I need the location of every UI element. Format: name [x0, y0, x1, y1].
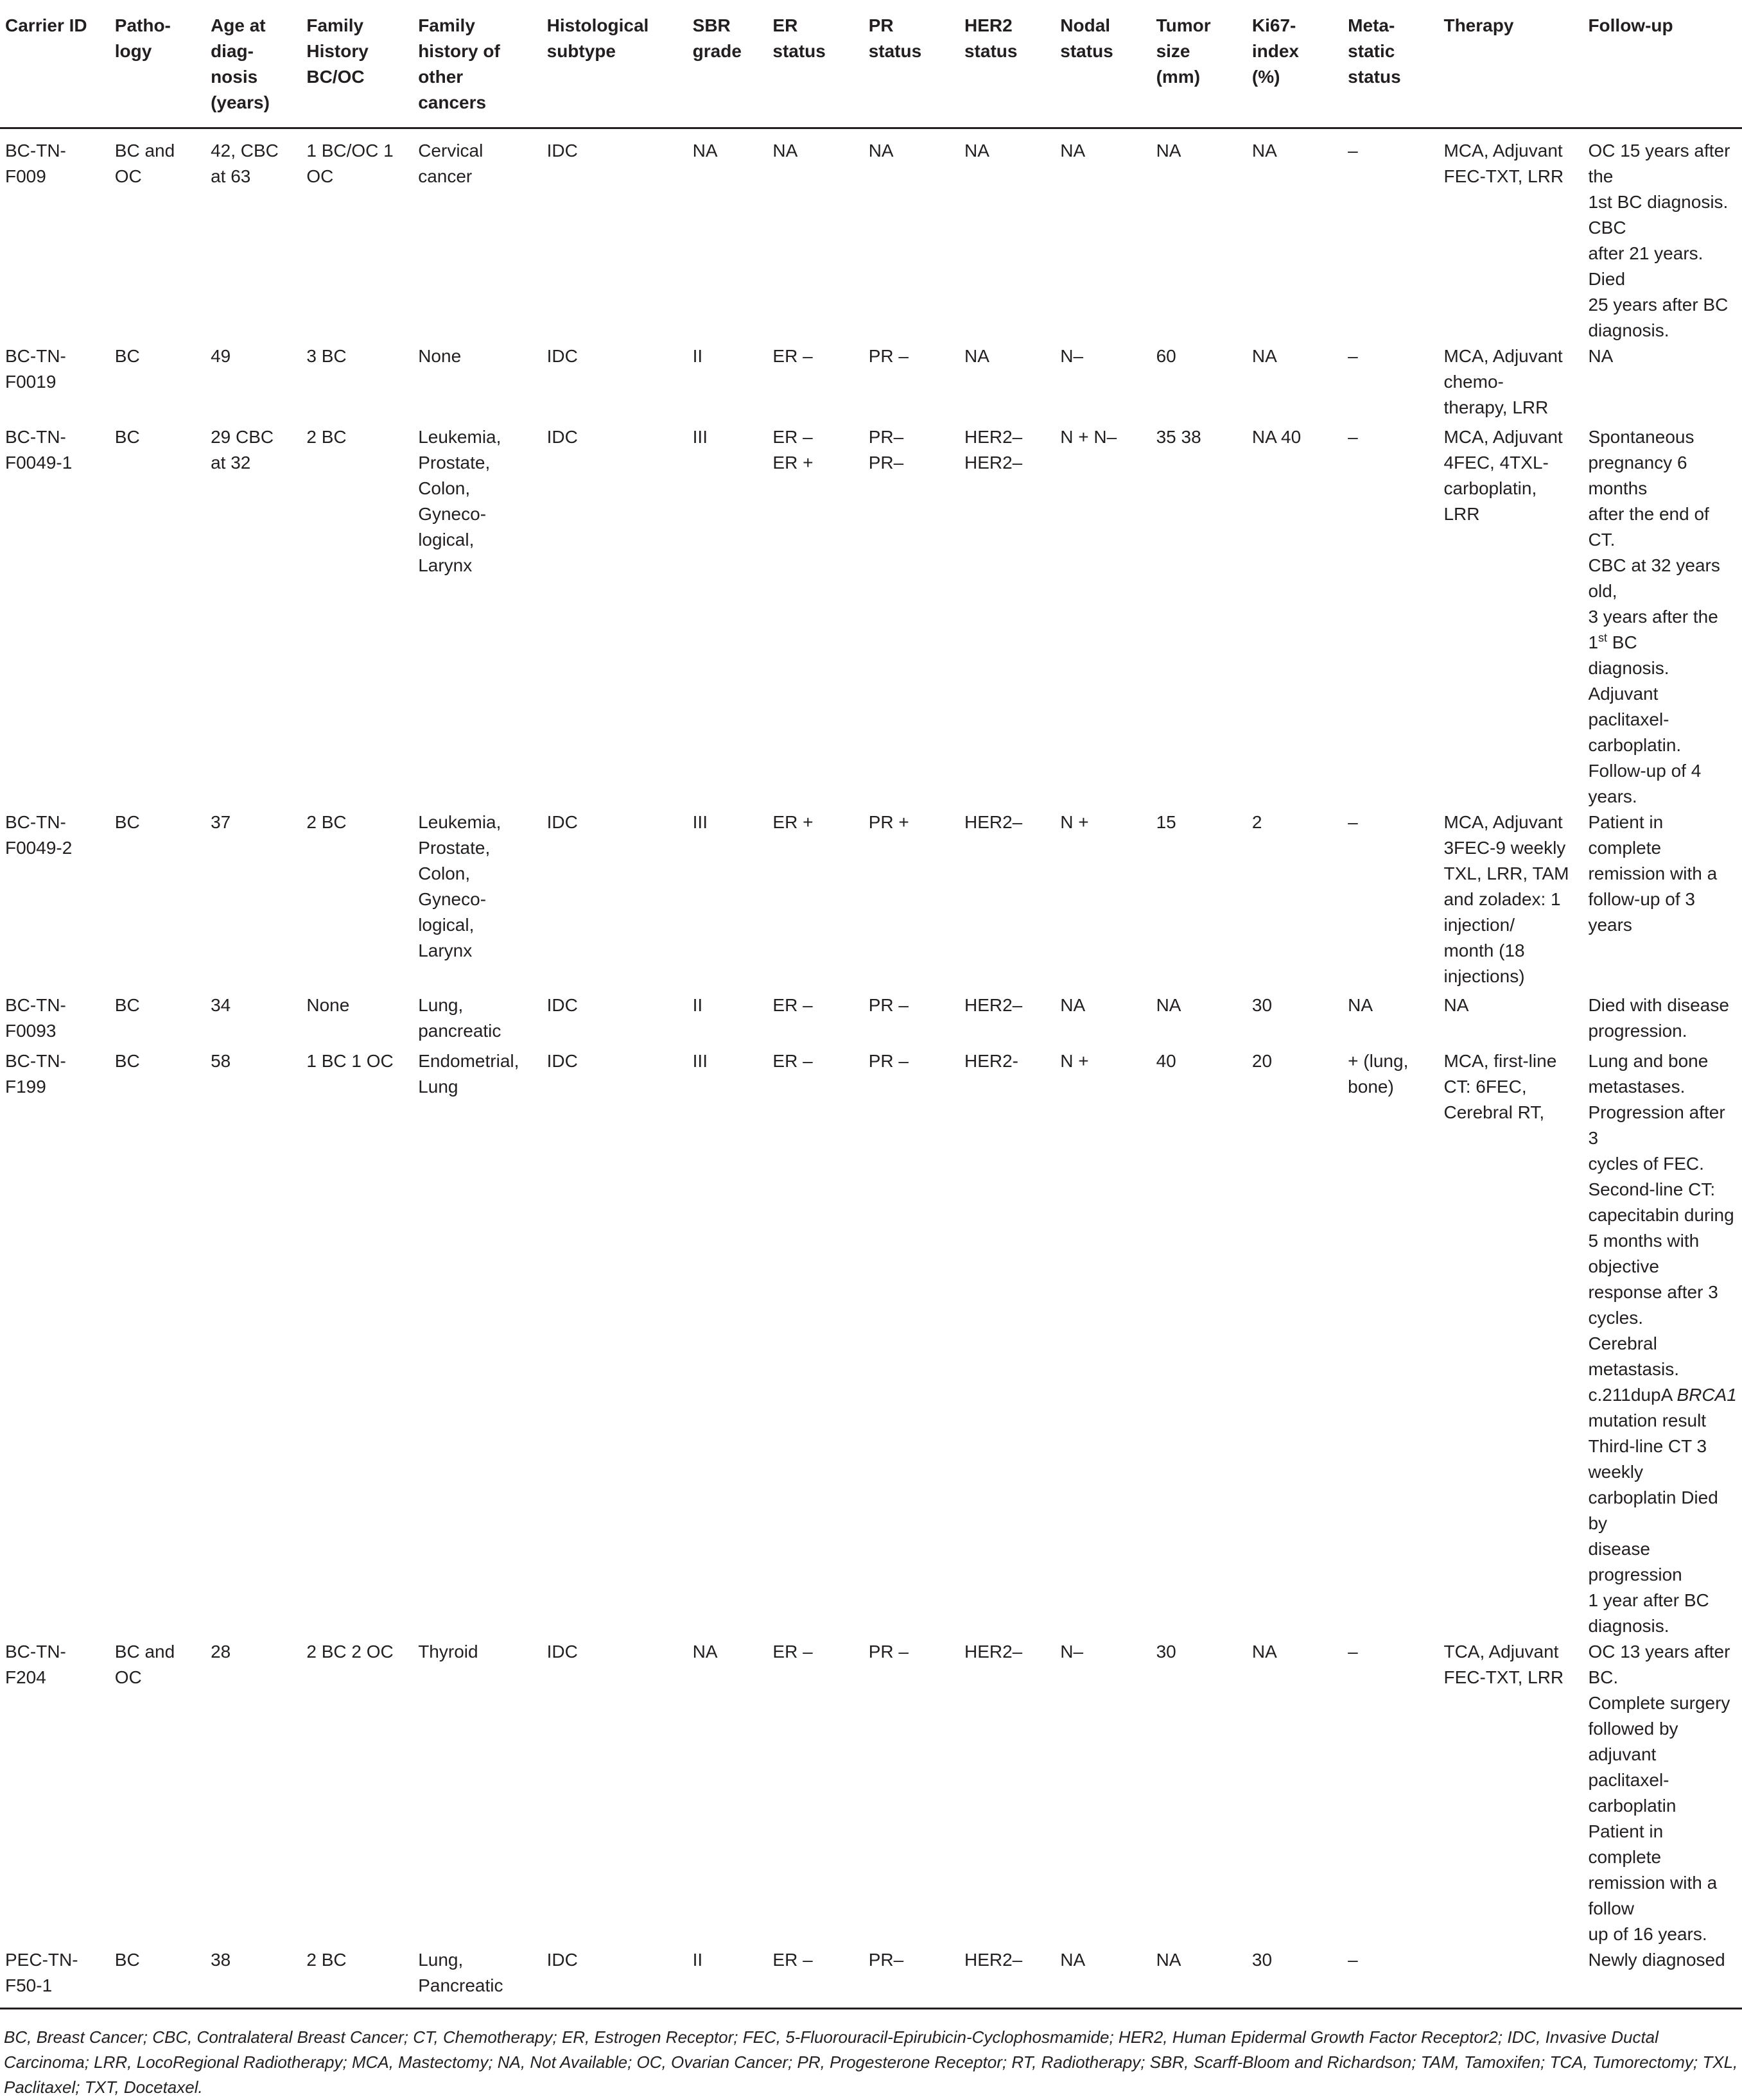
col-header-family-bc-oc: Family History BC/OC — [301, 12, 413, 128]
cell-metastatic: + (lung, bone) — [1348, 1051, 1409, 1097]
cell-family-bc-oc: 2 BC — [306, 812, 347, 832]
cell-family-other: Lung, Pancreatic — [413, 1947, 541, 2009]
cell-pr: PR – — [868, 995, 909, 1015]
cell-her2: HER2– — [959, 1947, 1055, 2009]
cell-pr: PR – — [868, 1051, 909, 1071]
table-footnote: BC, Breast Cancer; CBC, Contralateral Breast Cancer; CT, Chemotherapy; ER, Estrogen Receptor; FEC, 5-Fluorouracil-Epirubicin-Cyclophosmamide; HER2, Human Epidermal Growth Factor Receptor2; IDC, Invasive Ductal Carcinoma; LRR, LocoRegional Radiotherapy; MCA, Mastectomy; NA, Not Available; OC, Ovarian Cancer; PR, Progesterone Receptor; RT, Radiotherapy; SBR, Scarff-Bloom and Richardson; TAM, Tamoxifen; TCA, Tumorectomy; TXL, Paclitaxel; TXT, Docetaxel. — [4, 2027, 1738, 2097]
cell-nodal: NA — [1060, 995, 1086, 1015]
cell-sbr: III — [692, 427, 708, 447]
cell-pathology: BC — [114, 427, 140, 447]
cell-sbr: NA — [692, 1642, 718, 1662]
clinical-data-table — [0, 12, 1742, 2009]
cell-followup — [1583, 1048, 1742, 1639]
cell-ki67: NA — [1251, 1642, 1277, 1662]
cell-metastatic: – — [1348, 812, 1358, 832]
cell-tumor-size: 15 — [1156, 812, 1176, 832]
cell-carrier-id: BC-TN- F0049-1 — [5, 427, 73, 473]
cell-carrier-id: BC-TN- F0049-2 — [5, 812, 73, 858]
cell-family-bc-oc: 1 BC 1 OC — [306, 1051, 394, 1071]
cell-family-other: Thyroid — [418, 1642, 478, 1662]
cell-followup: OC 13 years after BC. Complete surgery followed by adjuvant paclitaxel-carboplatin Patient in complete remission with a follow up of 16 years. — [1588, 1642, 1730, 1944]
cell-tumor-size: 60 — [1156, 346, 1176, 366]
cell-histology: IDC — [546, 995, 578, 1015]
cell-followup — [1583, 424, 1742, 810]
col-header-followup: Follow-up — [1583, 12, 1742, 128]
cell-age: 37 — [211, 812, 231, 832]
cell-er: ER – — [772, 1051, 813, 1071]
cell-histology: IDC — [546, 1051, 578, 1071]
cell-er: ER – — [772, 1642, 813, 1662]
cell-pr: PR – — [868, 1642, 909, 1662]
cell-sbr: II — [692, 346, 703, 366]
cell-pathology: BC — [114, 346, 140, 366]
cell-nodal: NA — [1055, 1947, 1151, 2009]
col-header-pr: PR status — [864, 12, 959, 128]
cell-pathology: BC — [114, 1051, 140, 1071]
col-header-nodal: Nodal status — [1055, 12, 1151, 128]
cell-sbr: II — [688, 1947, 768, 2009]
cell-therapy: MCA, Adjuvant 3FEC-9 weekly TXL, LRR, TAM and zoladex: 1 injection/ month (18 injections) — [1443, 812, 1569, 986]
cell-pathology: BC and OC — [114, 141, 175, 186]
cell-her2: HER2– — [964, 812, 1023, 832]
cell-sbr: III — [692, 1051, 708, 1071]
col-header-family-other: Family history of other cancers — [413, 12, 541, 128]
cell-nodal: N– — [1060, 346, 1084, 366]
cell-carrier-id: PEC-TN- F50-1 — [0, 1947, 110, 2009]
cell-age: 38 — [205, 1947, 301, 2009]
cell-family-bc-oc: None — [306, 995, 350, 1015]
cell-ki67: NA — [1251, 346, 1277, 366]
cell-followup: NA — [1588, 346, 1614, 366]
cell-metastatic: – — [1348, 1642, 1358, 1662]
cell-tumor-size: NA — [1151, 1947, 1247, 2009]
table-row — [0, 1048, 1742, 1639]
cell-her2: NA — [964, 346, 989, 366]
cell-metastatic: – — [1348, 141, 1358, 161]
cell-er: ER + — [772, 812, 814, 832]
cell-sbr: III — [692, 812, 708, 832]
cell-er: ER – — [772, 346, 813, 366]
cell-her2: HER2– — [964, 1642, 1023, 1662]
ordinal-superscript: st — [1598, 631, 1608, 645]
cell-pr: NA — [868, 141, 894, 161]
cell-family-bc-oc: 3 BC — [306, 346, 347, 366]
cell-her2: HER2- — [964, 1051, 1018, 1071]
followup-text: Lung and bone metastases. Progression after 3 cycles of FEC. Second-line CT: capecitabin during 5 months with objective response after 3 cycles. Cerebral metastasis. c.211dupA — [1588, 1051, 1734, 1405]
cell-her2: NA — [964, 141, 989, 161]
col-header-her2: HER2 status — [959, 12, 1055, 128]
cell-followup: Newly diagnosed — [1583, 1947, 1742, 2009]
cell-therapy: MCA, Adjuvant 4FEC, 4TXL- carboplatin, LRR — [1443, 427, 1563, 524]
cell-sbr: II — [692, 995, 703, 1015]
cell-pathology: BC and OC — [114, 1642, 175, 1687]
cell-er: ER – — [767, 1947, 863, 2009]
cell-pr: PR– PR– — [868, 427, 904, 473]
cell-histology: IDC — [546, 427, 578, 447]
cell-ki67: 20 — [1251, 1051, 1273, 1071]
cell-family-other: Leukemia, Prostate, Colon, Gyneco- logical, Larynx — [418, 812, 501, 960]
table-row — [0, 810, 1742, 993]
cell-age: 29 CBC at 32 — [211, 427, 274, 473]
table-row — [0, 343, 1742, 424]
cell-carrier-id: BC-TN- F0093 — [5, 995, 66, 1041]
cell-pr: PR + — [868, 812, 909, 832]
cell-age: 49 — [211, 346, 231, 366]
cell-pr: PR – — [868, 346, 909, 366]
cell-tumor-size: 35 38 — [1156, 427, 1201, 447]
cell-histology: IDC — [546, 141, 578, 161]
cell-therapy: NA — [1443, 995, 1469, 1015]
gene-name: BRCA1 — [1677, 1385, 1737, 1405]
cell-histology: IDC — [546, 346, 578, 366]
cell-nodal: N + — [1060, 812, 1089, 832]
col-header-age: Age at diag- nosis (years) — [205, 12, 301, 128]
cell-age: 34 — [211, 995, 231, 1015]
cell-pathology: BC — [110, 1947, 205, 2009]
cell-histology: IDC — [542, 1947, 688, 2009]
cell-ki67: NA — [1251, 141, 1277, 161]
cell-therapy: MCA, Adjuvant FEC-TXT, LRR — [1443, 141, 1564, 186]
cell-histology: IDC — [546, 1642, 578, 1662]
cell-tumor-size: 40 — [1156, 1051, 1176, 1071]
cell-family-bc-oc: 2 BC 2 OC — [306, 1642, 394, 1662]
table-row — [0, 993, 1742, 1048]
cell-metastatic: NA — [1348, 995, 1373, 1015]
cell-family-other: Cervical cancer — [418, 141, 483, 186]
cell-therapy: MCA, first-line CT: 6FEC, Cerebral RT, — [1443, 1051, 1557, 1122]
cell-nodal: N + N– — [1060, 427, 1117, 447]
cell-metastatic: – — [1348, 427, 1358, 447]
col-header-carrier-id: Carrier ID — [0, 12, 110, 128]
cell-followup: Patient in complete remission with a follow-up of 3 years — [1588, 812, 1718, 935]
cell-nodal: N + — [1060, 1051, 1089, 1071]
cell-age: 28 — [211, 1642, 231, 1662]
col-header-er: ER status — [767, 12, 863, 128]
col-header-pathology: Patho- logy — [110, 12, 205, 128]
col-header-tumor-size: Tumor size (mm) — [1151, 12, 1247, 128]
table-row — [0, 424, 1742, 810]
cell-therapy: TCA, Adjuvant FEC-TXT, LRR — [1443, 1642, 1564, 1687]
cell-ki67: 30 — [1247, 1947, 1343, 2009]
cell-followup: OC 15 years after the 1st BC diagnosis. CBC after 21 years. Died 25 years after BC diagnosis. — [1588, 141, 1730, 340]
cell-histology: IDC — [546, 812, 578, 832]
cell-pr: PR– — [864, 1947, 959, 2009]
cell-her2: HER2– — [964, 995, 1023, 1015]
cell-carrier-id: BC-TN- F199 — [5, 1051, 66, 1097]
col-header-therapy: Therapy — [1438, 12, 1583, 128]
cell-followup: Died with disease progression. — [1588, 995, 1729, 1041]
table-row — [0, 1947, 1742, 2009]
cell-family-bc-oc: 1 BC/OC 1 OC — [306, 141, 394, 186]
cell-family-bc-oc: 2 BC — [306, 427, 347, 447]
cell-tumor-size: NA — [1156, 141, 1181, 161]
cell-ki67: NA 40 — [1251, 427, 1302, 447]
col-header-sbr: SBR grade — [688, 12, 768, 128]
col-header-ki67: Ki67- index (%) — [1247, 12, 1343, 128]
col-header-metastatic: Meta- static status — [1343, 12, 1438, 128]
cell-age: 42, CBC at 63 — [211, 141, 279, 186]
cell-age: 58 — [211, 1051, 231, 1071]
cell-nodal: N– — [1060, 1642, 1084, 1662]
col-header-histology: Histological subtype — [542, 12, 688, 128]
table-row — [0, 1639, 1742, 1947]
cell-carrier-id: BC-TN- F0019 — [5, 346, 66, 392]
cell-metastatic: – — [1348, 346, 1358, 366]
cell-tumor-size: NA — [1156, 995, 1181, 1015]
cell-tumor-size: 30 — [1156, 1642, 1176, 1662]
followup-text-cont: mutation result Third-line CT 3 weekly carboplatin Died by disease progression 1 year after BC diagnosis. — [1588, 1410, 1718, 1636]
cell-pathology: BC — [114, 812, 140, 832]
cell-family-other: Endometrial, Lung — [418, 1051, 519, 1097]
followup-text: Spontaneous pregnancy 6 months after the end of CT. CBC at 32 years old, 3 years after the 1 — [1588, 427, 1720, 652]
cell-nodal: NA — [1060, 141, 1086, 161]
cell-her2: HER2– HER2– — [964, 427, 1023, 473]
cell-ki67: 2 — [1251, 812, 1262, 832]
cell-carrier-id: BC-TN- F204 — [5, 1642, 66, 1687]
cell-sbr: NA — [692, 141, 718, 161]
followup-text-cont: BC diagnosis. Adjuvant paclitaxel- carboplatin. Follow-up of 4 years. — [1588, 632, 1702, 806]
cell-therapy — [1438, 1947, 1583, 2009]
cell-er: NA — [772, 141, 798, 161]
cell-pathology: BC — [114, 995, 140, 1015]
cell-metastatic: – — [1343, 1947, 1438, 2009]
cell-family-bc-oc: 2 BC — [301, 1947, 413, 2009]
cell-er: ER – ER + — [772, 427, 814, 473]
cell-ki67: 30 — [1251, 995, 1273, 1015]
header-row — [0, 12, 1742, 128]
cell-er: ER – — [772, 995, 813, 1015]
cell-family-other: Lung, pancreatic — [418, 995, 501, 1041]
cell-family-other: Leukemia, Prostate, Colon, Gyneco- logical, Larynx — [418, 427, 501, 575]
cell-family-other: None — [418, 346, 462, 366]
table-row — [0, 128, 1742, 344]
cell-therapy: MCA, Adjuvant chemo- therapy, LRR — [1443, 346, 1563, 417]
cell-carrier-id: BC-TN- F009 — [5, 141, 66, 186]
